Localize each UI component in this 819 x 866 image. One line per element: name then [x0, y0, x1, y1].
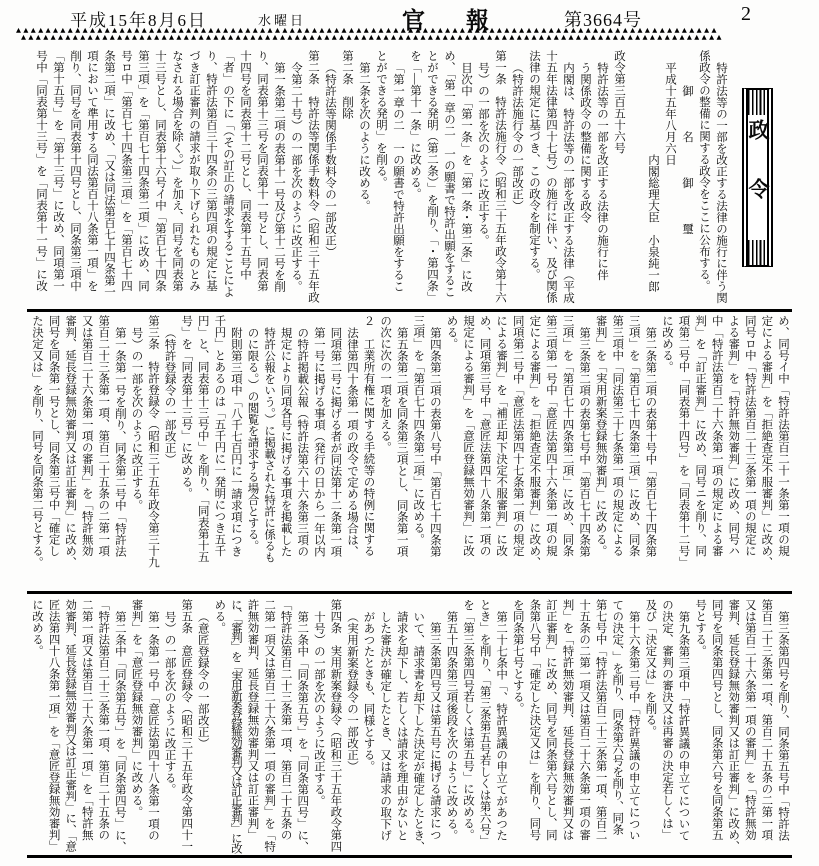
issue-number: 第3664号 — [564, 10, 642, 30]
text-column: 政令第三百五十六号 — [613, 50, 625, 154]
text-column: 規定により同項各号に掲げる事項を掲載した — [279, 326, 292, 557]
text-column: を同条第七号とする。 — [511, 599, 524, 714]
text-column: 判」を「特許無効審判、延長登録無効審判又は — [561, 599, 574, 841]
text-column: （意匠登録令の一部改正） — [196, 610, 209, 749]
text-column: 平成十五年八月六日 — [664, 61, 676, 165]
text-column: 「者」の下に「（その訂正の請求をすることによ — [222, 50, 234, 298]
text-column: 中「特許法第百二十六条第一項の規定による審 — [710, 315, 723, 557]
text-column: 第二条中「同条第五号」を「同条第四号」に、 — [113, 610, 126, 852]
text-column: 第二条を次のように改める。 — [358, 61, 370, 211]
text-column: 第一条第二項の表第十一号及び第十二号を削 — [273, 61, 285, 292]
text-column: 第三項中「同法第三十七条第一項の規定による — [611, 315, 624, 557]
text-column: よる審判」を「特許無効審判」に改め、同号ハ — [727, 315, 740, 557]
text-column: 十四号を同表第十二号とし、同表第十五号中 — [239, 50, 251, 280]
text-column: 許無効審判、延長登録無効審判又は訂正審判」 — [246, 599, 259, 841]
text-column: 第九条第三項中「特許異議の申立てについて — [677, 610, 690, 841]
text-columns-top — [28, 50, 791, 309]
text-column: （特許法等関係手数料令の一部改正） — [324, 61, 336, 257]
text-column: 条第二項」に改め、「又は同法第百七十四条第一 — [103, 50, 115, 298]
text-column: （特許登録令の一部改正） — [163, 326, 176, 465]
text-column: 「第十五号」を「第十三号」に改め、同項第一 — [52, 50, 64, 292]
text-column: 第三条第四号を削り、同条第五号中「特許法 — [777, 610, 789, 841]
text-column: 十号）の一部を次のように改正する。 — [312, 610, 325, 806]
text-column: 第五十四条第三項後段を次のように改める。 — [445, 610, 458, 841]
text-column: （実用新案登録令の一部改正） — [345, 610, 358, 772]
text-column: 二第一項又は第百二十六条第一項の審判」を「特 — [263, 599, 276, 852]
text-column: 定による審判」を「拒絶査定不服審判」に改め、 — [528, 315, 541, 568]
text-column: いて、請求書を却下した決定が確定したとき、 — [412, 610, 425, 852]
text-column: 同項第二号中「意匠法第四十七条第一項の規定 — [511, 315, 524, 557]
text-column: 削り、同号を同表第十四号とし、同条第三項中 — [69, 50, 81, 292]
text-column: 第二十七条中「、特許異議の申立てがあつた — [495, 610, 508, 841]
text-column: なされる場合を除く。）」を加え、同号を同表第 — [171, 50, 183, 292]
text-band-top — [28, 50, 791, 309]
text-column: 第三項」を「第百七十四条第二項」に改め、同 — [137, 50, 149, 292]
text-column: 判」を「訂正審判」に改め、同号ニを削り、同 — [694, 315, 707, 557]
text-column: 三項」を「第百七十四条第二項」に改め、同条 — [627, 315, 640, 557]
text-column: 三項」を「第百七十四条第二項」に改める。 — [412, 315, 425, 545]
text-column: づき訂正審判の請求が取り下げられたものとみ — [188, 50, 200, 292]
text-columns-middle — [28, 315, 791, 588]
text-column: を「―第十一条」に改める。 — [409, 50, 421, 200]
text-column: 同号ロ中「特許法第百二十三条第一項の規定に — [743, 315, 756, 557]
text-column: 審判」を「意匠登録無効審判」に改める。 — [130, 599, 143, 818]
text-column: 第十六条第二号中「特許異議の申立てについ — [627, 610, 640, 841]
text-column: 第四条第二項の表第八号中「第百七十四条第 — [428, 326, 441, 557]
text-column: した審決が確定したとき、又は請求の取下げ — [379, 610, 392, 841]
text-column: に改める。 — [30, 599, 43, 657]
text-column: め、同項第三号中「意匠法第四十八条第一項の — [478, 315, 491, 557]
issue-date: 平成15年8月6日 — [70, 11, 207, 30]
issue-weekday: 水曜日 — [258, 13, 307, 28]
text-column: 附則第三項中「八千七百円に一請求項につき — [229, 326, 242, 557]
text-column: 号」を「同表第十三号」に改める。 — [180, 315, 193, 499]
text-column: 「第一章の二 一の願書で特許出願をするこ — [392, 61, 404, 292]
text-column: め、同号イ中「特許法第百二十一条第一項の規 — [777, 315, 789, 557]
text-column: 法律の規定に基づき、この政令を制定する。 — [528, 50, 540, 280]
text-column: 第三項第一号中「意匠法第四十六条第一項の規 — [544, 315, 557, 557]
text-column: 第二条 特許法等関係手数料令（昭和三十五年政 — [307, 50, 319, 303]
text-column: う関係政令の整備に関する政令 — [579, 61, 591, 223]
text-column: 第七号中「特許法第百二十三条第一項、第百二 — [594, 599, 607, 841]
text-column: の決定、審判の審決又は再審の決定若しくは」 — [660, 599, 673, 841]
text-column: 第二条中「同条第五号」を「同条第四号」に、 — [296, 610, 309, 852]
text-column: 内閣総理大臣 小泉純一郎 — [647, 153, 659, 292]
text-column: た決定又は」を削り、同号を同条第二号とする。 — [30, 315, 43, 568]
text-column: 第三条第四号又は第五号に掲げる請求につ — [428, 622, 441, 841]
text-column: 十五条の二第一項又は第百二十六条第一項の審 — [578, 599, 591, 841]
border-pattern-row: ▲▲▲▲▲▲▲▲▲▲▲▲▲▲▲▲▲▲▲▲▲▲▲▲▲▲▲▲▲▲▲▲▲▲▲▲▲▲▲▲▲▲▲▲▲▲▲▲▲▲▲▲▲▲▲▲▲▲▲▲▲▲▲▲▲▲▲▲▲▲▲▲▲▲▲▲▲▲▲▲▲▲▲▲▲▲▲▲▲▲▲▲▲▲▲ — [21, 34, 724, 41]
text-column: 第百二十三条第一項、第百二十五条の二第一項 — [97, 315, 110, 557]
text-column: ２ 工業所有権に関する手続等の特例に関する — [362, 315, 375, 557]
text-column: り、特許法第百三十四条の三第四項の規定に基 — [205, 50, 217, 292]
text-column: とき」を削り、「第三条第五号若しくは第六号」 — [478, 599, 491, 847]
horizontal-rule — [27, 309, 792, 312]
text-column: のに限る。）の閲覧を請求する場合とする。 — [246, 326, 259, 551]
text-column: 令第二十号）の一部を次のように改正する。 — [290, 61, 302, 292]
border-pattern-row: ▲▲▲▲▲▲▲▲▲▲▲▲▲▲▲▲▲▲▲▲▲▲▲▲▲▲▲▲▲▲▲▲▲▲▲▲▲▲▲▲▲▲▲▲▲▲▲▲▲▲▲▲▲▲▲▲▲▲▲▲▲▲▲▲▲▲▲▲▲▲▲▲▲▲▲▲▲▲▲▲▲▲▲▲▲▲▲▲▲▲▲▲▲▲▲ — [16, 27, 719, 34]
text-column: があつたときも、同様とする。 — [362, 610, 375, 772]
text-column: り、同表第十三号を同表第十一号とし、同表第 — [256, 50, 268, 292]
text-column: 審判、延長登録無効審判又は訂正審判」に改め、 — [64, 315, 77, 568]
text-column: 十五年法律第四十七号）の施行に伴い、及び関係 — [545, 50, 557, 303]
text-column: 第三条第二項の表第七号中「第百七十四条第 — [578, 326, 591, 557]
text-columns-bottom — [28, 599, 791, 852]
text-column: 二第一項又は第百二十六条第一項」を「特許無 — [80, 599, 93, 841]
text-column: 特許法等の一部を改正する法律の施行に伴う関 — [715, 61, 727, 303]
text-column: 目次中「第一条」を「第一条・第二条」に改 — [460, 61, 472, 292]
text-column: の特許掲載公報（特許法第六十六条第三項の — [296, 326, 309, 557]
text-column: 匠法第四十八条第一項」を「意匠登録無効審判」 — [47, 599, 60, 852]
seirei-heading-text: 政令 — [746, 118, 770, 237]
text-column: とができる発明（第二条）」を削り、「・第四条」 — [426, 50, 438, 303]
text-column: 御 名 御 璽 — [681, 84, 693, 234]
text-column: 審判」を「実用新案登録無効審判」に改める。 — [594, 315, 607, 557]
text-column: 同号を同条第一号とし、同条第三号中「確定し — [47, 315, 60, 557]
text-column: 特許法等の一部を改正する法律の施行に伴 — [596, 61, 608, 280]
text-column: 第一条第一号中「意匠法第四十八条第一項の — [147, 610, 160, 841]
text-column: 「特許法第百二十三条第一項、第百二十五条の — [97, 599, 110, 841]
text-column: 「特許法第百二十三条第一項、第百二十五条の — [279, 599, 292, 841]
text-column: 訂正審判」に改め、同号を同条第六号とし、同 — [544, 599, 557, 841]
text-column: （特許法施行令の一部改正） — [511, 61, 523, 211]
text-column: 同号を同条第四号とし、同条第六号を同条第五 — [710, 599, 723, 841]
text-column: とができる発明」を削る。 — [375, 50, 387, 188]
text-column — [627, 50, 644, 309]
text-band-bottom — [28, 599, 791, 852]
text-column: 係政令の整備に関する政令をここに公布する。 — [698, 50, 710, 292]
text-column: に改める。 — [660, 315, 673, 373]
text-column: 第百二十三条第一項、第百二十五条の二第一項 — [760, 599, 773, 841]
text-column: 号とする。 — [694, 599, 707, 657]
text-column: 第二条 削除 — [341, 50, 353, 119]
text-column: 第五条第二項を同条第三項とし、同条第一項 — [395, 326, 408, 557]
text-column: める。 — [213, 599, 226, 634]
text-column: 号中「同表第十三号」を「同表第十一号」に改 — [35, 50, 47, 292]
text-column: を「第三条第四号若しくは第五号」に改める。 — [462, 599, 475, 841]
text-column: 特許公報をいう。）に掲載された特許に係るも — [263, 326, 276, 563]
text-column: 条第八号中「確定した決定又は」を削り、同号 — [528, 599, 541, 841]
text-column: の次に次の一項を加える。 — [379, 315, 392, 453]
text-column: 号）の一部を次のように改正する。 — [477, 61, 489, 246]
text-column: 項において準用する同法第百十八条第一項」を — [86, 50, 98, 292]
text-column: 十三号とし、同表第十六号イ中「第百七十四条 — [154, 50, 166, 292]
text-column: 円」と、同表第十三号中」を削り、「同表第十五 — [196, 315, 209, 563]
text-column: 号）の一部を次のように改正する。 — [130, 326, 143, 511]
text-column: 第五条 意匠登録令（昭和三十五年政令第四十一 — [180, 599, 193, 852]
text-column: め、「第一章の二 一の願書で特許出願をするこ — [443, 50, 455, 298]
text-column: める。 — [445, 315, 458, 350]
text-column: 及び「決定又は」を削る。 — [644, 599, 657, 737]
text-band-middle — [28, 315, 791, 588]
text-column: 同項第二号に掲げる者が同法第十二条第一項 — [329, 326, 342, 557]
text-column: 第一条 特許法施行令（昭和三十五年政令第十六 — [494, 50, 506, 303]
text-column: 定による審判」を「拒絶査定不服審判」に改め、 — [760, 315, 773, 568]
decorative-border — [16, 27, 808, 43]
horizontal-rule — [27, 591, 792, 594]
text-column: ての決定、」を削り、同条第六号を削り、同条 — [611, 599, 624, 835]
text-column: 第一号に掲げる事項（発行の日から一年以内 — [312, 326, 325, 557]
text-column: 請求を却下し、若しくは請求を理由がないと — [395, 610, 408, 841]
text-column: 審判、延長登録無効審判又は訂正審判」に改め、 — [727, 599, 740, 852]
page-number: 2 — [741, 3, 751, 25]
text-column: 項第二号中「同表第十四号」を「同表第十二号」 — [677, 315, 690, 568]
gazette-title: 官報 — [402, 8, 530, 33]
text-column: に、「審判」を「実用新案登録無効審判又は訂正審判」に改 — [229, 599, 242, 852]
text-column: 又は第百二十六条第一項の審判」を「特許無効 — [80, 315, 93, 557]
text-column: 千円」とあるのは「五千円に一発明につき五千 — [213, 315, 226, 557]
text-column: 第四条 実用新案登録令（昭和三十五年政令第四 — [329, 599, 342, 852]
text-column: 効審判、延長登録無効審判又は訂正審判」に、「意 — [64, 599, 77, 852]
horizontal-rule — [27, 855, 792, 858]
text-column: 規定による審判」を「意匠登録無効審判」に改 — [462, 315, 475, 557]
text-column: 内閣は、特許法等の一部を改正する法律（平成 — [562, 61, 574, 303]
text-column: 第三条 特許登録令（昭和三十五年政令第三十九 — [147, 315, 160, 568]
text-column: 又は第百二十六条第一項の審判」を「特許無効 — [743, 599, 756, 841]
text-column: 号ロ中「第百七十四条第三項」を「第百七十四 — [120, 50, 132, 292]
text-column: 第一条第一号を削り、同条第二号中「特許法 — [113, 326, 126, 557]
text-column: 三項」を「第百七十四条第二項」に改め、同条 — [561, 315, 574, 557]
text-column: 第二条第二項の表第十号中「第百七十四条第 — [644, 326, 657, 557]
text-column: による審判」を「補正却下決定不服審判」に改 — [495, 315, 508, 557]
text-column: 号）の一部を次のように改正する。 — [163, 610, 176, 795]
text-column: 法律第四十条第一項の政令で定める場合は、 — [345, 326, 358, 557]
